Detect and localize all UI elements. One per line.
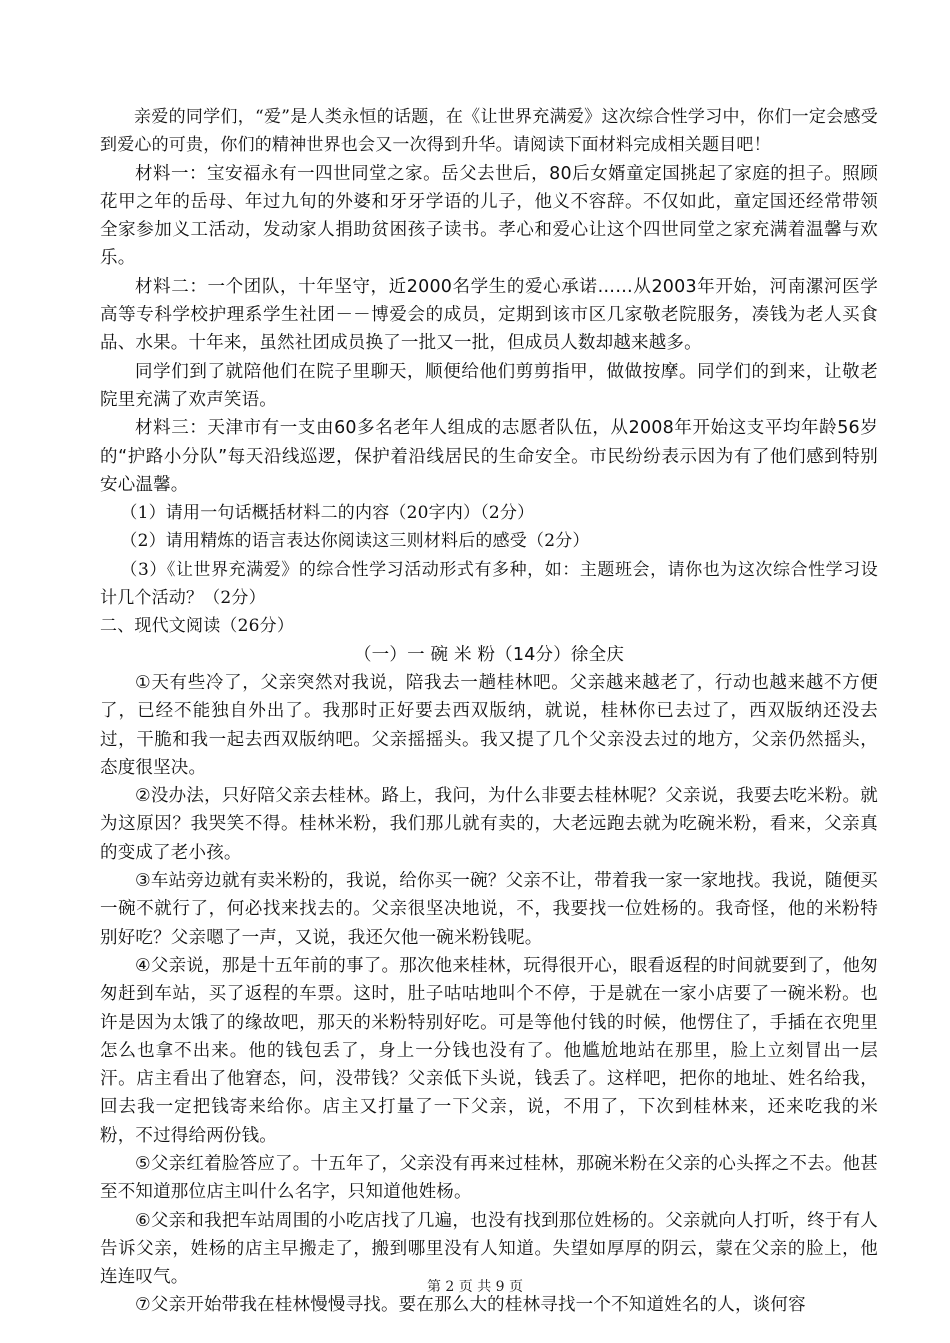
story-paragraph-7: ⑦父亲开始带我在桂林慢慢寻找。要在那么大的桂林寻找一个不知道姓名的人，谈何容 <box>135 1295 806 1316</box>
question-3: （3）《让世界充满爱》的综合性学习活动形式有多种，如：主题班会，请你也为这次综合性学习设计几个活动？（2分） <box>100 559 878 609</box>
story-paragraph-3: ③车站旁边就有卖米粉的，我说，给你买一碗？父亲不让，带着我一家一家地找。我说，随便买一碗不就行了，何必找来找去的。父亲很坚决地说，不，我要找一位姓杨的。我奇怪，他的米粉特别好吃？父亲嗯了一声，又说，我还欠他一碗米粉钱呢。 <box>100 871 878 948</box>
intro-paragraph: 亲爱的同学们，“爱”是人类永恒的话题，在《让世界充满爱》这次综合性学习中，你们一定会感受到爱心的可贵，你们的精神世界也会又一次得到升华。请阅读下面材料完成相关题目吧！ <box>100 107 878 156</box>
question-1: （1）请用一句话概括材料二的内容（20字内）（2分） <box>120 503 535 524</box>
material-one: 材料一：宝安福永有一四世同堂之家。岳父去世后，80后女婿童定国挑起了家庭的担子。照顾花甲之年的岳母、年过九旬的外婆和牙牙学语的儿子，他义不容辞。不仅如此，童定国还经常带领全家参加义工活动，发动家人捐助贫困孩子读书。孝心和爱心让这个四世同堂之家充满着温馨与欢乐。 <box>100 163 878 269</box>
material-two: 材料二：一个团队，十年坚守，近2000名学生的爱心承诺……从2003年开始，河南漯河医学高等专科学校护理系学生社团－－博爱会的成员，定期到该市区几家敬老院服务，凑钱为老人买食品、水果。十年来，虽然社团成员换了一批又一批，但成员人数却越来越多。 <box>100 276 878 354</box>
question-2: （2）请用精炼的语言表达你阅读这三则材料后的感受（2分） <box>120 531 590 552</box>
story-paragraph-6: ⑥父亲和我把车站周围的小吃店找了几遍，也没有找到那位姓杨的。父亲就向人打听，终于有人告诉父亲，姓杨的店主早搬走了，搬到哪里没有人知道。失望如厚厚的阴云，蒙在父亲的脸上，他连连叹气。 <box>100 1210 878 1288</box>
story-paragraph-2: ②没办法，只好陪父亲去桂林。路上，我问，为什么非要去桂林呢？父亲说，我要去吃米粉。就为这原因？我哭笑不得。桂林米粉，我们那儿就有卖的，大老远跑去就为吃碗米粉，看来，父亲真的变成了老小孩。 <box>100 786 878 863</box>
story-paragraph-1: ①天有些冷了，父亲突然对我说，陪我去一趟桂林吧。父亲越来越老了，行动也越来越不方便了，已经不能独自外出了。我那时正好要去西双版纳，就说，桂林你已去过了，西双版纳还没去过，干脆和我一起去西双版纳吧。父亲摇摇头。我又提了几个父亲没去过的地方，父亲仍然摇头，态度很坚决。 <box>100 672 878 778</box>
material-three: 材料三：天津市有一支由60多名老年人组成的志愿者队伍，从2008年开始这支平均年龄56岁的“护路小分队”每天沿线巡逻，保护着沿线居民的生命安全。市民纷纷表示因为有了他们感到特别安心温馨。 <box>100 418 878 495</box>
page-content <box>100 103 878 1320</box>
story-paragraph-5: ⑤父亲红着脸答应了。十五年了，父亲没有再来过桂林，那碗米粉在父亲的心头挥之不去。他甚至不知道那位店主叫什么名字，只知道他姓杨。 <box>100 1153 878 1203</box>
page-footer: 第 2 页 共 9 页 <box>426 1279 524 1295</box>
reading-title: （一）一 碗 米 粉（14分）徐全庆 <box>353 644 625 665</box>
material-two-continued: 同学们到了就陪他们在院子里聊天，顺便给他们剪剪指甲，做做按摩。同学们的到来，让敬老院里充满了欢声笑语。 <box>100 361 878 410</box>
story-paragraph-4: ④父亲说，那是十五年前的事了。那次他来桂林，玩得很开心，眼看返程的时间就要到了，他匆匆赶到车站，买了返程的车票。这时，肚子咕咕地叫个不停，于是就在一家小店要了一碗米粉。也许是因为太饿了的缘故吧，那天的米粉特别好吃。可是等他付钱的时候，他愣住了，手插在衣兜里怎么也拿不出来。他的钱包丢了，身上一分钱也没有了。他尴尬地站在那里，脸上立刻冒出一层汗。店主看出了他窘态，问，没带钱？父亲低下头说，钱丢了。这样吧，把你的地址、姓名给我，回去我一定把钱寄来给你。店主又打量了一下父亲，说，不用了，下次到桂林来，还来吃我的米粉，不过得给两份钱。 <box>100 955 878 1146</box>
section-title: 二、现代文阅读（26分） <box>100 616 295 637</box>
